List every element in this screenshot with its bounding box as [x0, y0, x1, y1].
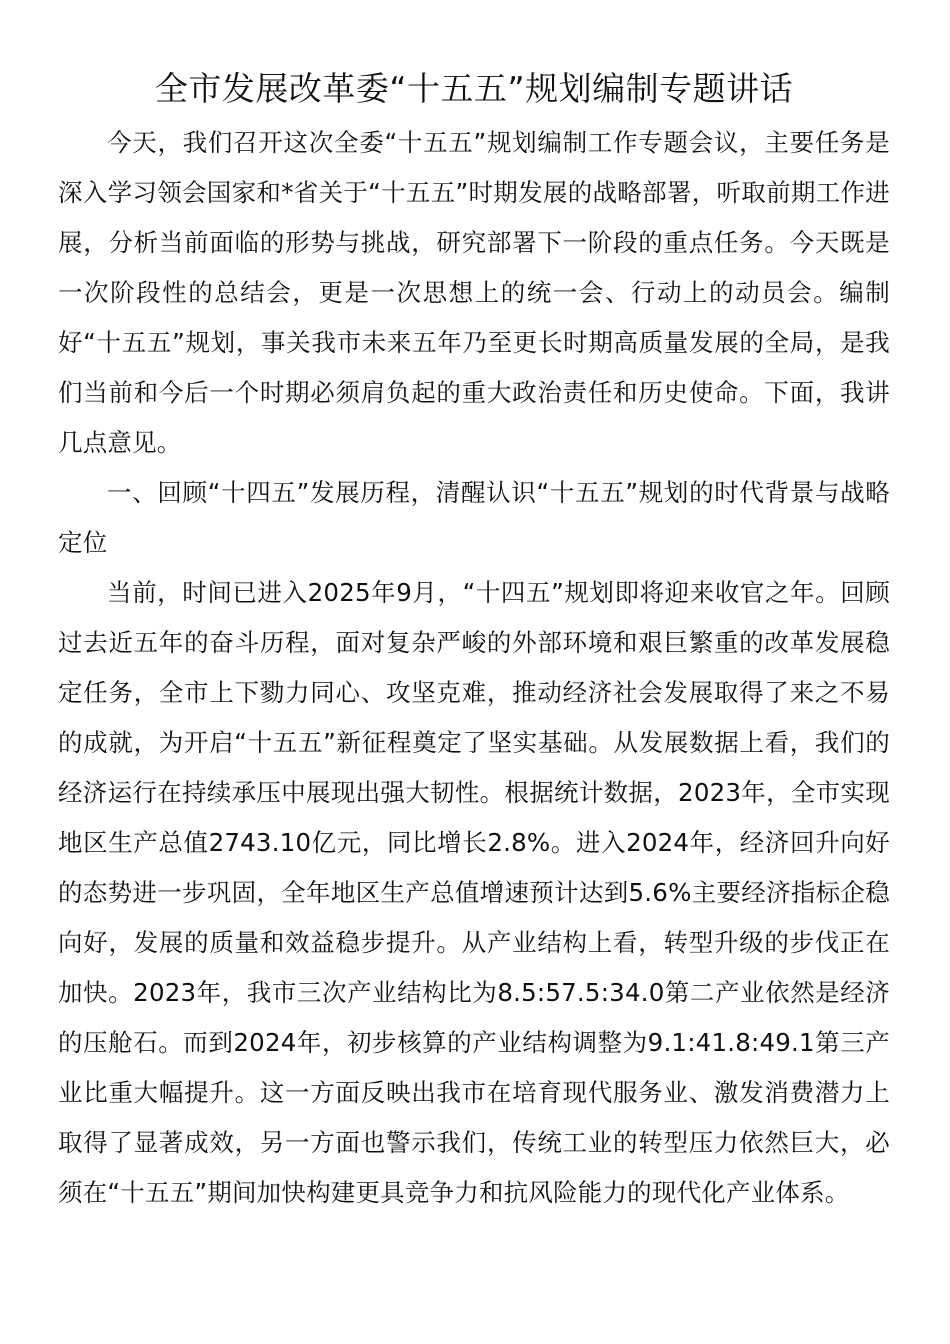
section-1-heading: 一、回顾“十四五”发展历程，清醒认识“十五五”规划的时代背景与战略定位: [58, 478, 890, 557]
document-title: 全市发展改革委“十五五”规划编制专题讲话: [154, 69, 794, 108]
intro-paragraph: 今天，我们召开这次全委“十五五”规划编制工作专题会议，主要任务是深入学习领会国家和*省关于“十五五”时期发展的战略部署，听取前期工作进展，分析当前面临的形势与挑战，研究部署下一阶段的重点任务。今天既是一次阶段性的总结会，更是一次思想上的统一会、行动上的动员会。编制好“十五五”规划，事关我市未来五年乃至更长时期高质量发展的全局，是我们当前和今后一个时期必须肩负起的重大政治责任和历史使命。下面，我讲几点意见。: [58, 128, 890, 457]
document-page: [58, 64, 890, 1218]
section-1-paragraph: 当前，时间已进入2025年9月，“十四五”规划即将迎来收官之年。回顾过去近五年的奋斗历程，面对复杂严峻的外部环境和艰巨繁重的改革发展稳定任务，全市上下勠力同心、攻坚克难，推动经济社会发展取得了来之不易的成就，为开启“十五五”新征程奠定了坚实基础。从发展数据上看，我们的经济运行在持续承压中展现出强大韧性。根据统计数据，2023年，全市实现地区生产总值2743.10亿元，同比增长2.8%。进入2024年，经济回升向好的态势进一步巩固，全年地区生产总值增速预计达到5.6%主要经济指标企稳向好，发展的质量和效益稳步提升。从产业结构上看，转型升级的步伐正在加快。2023年，我市三次产业结构比为8.5:57.5:34.0第二产业依然是经济的压舱石。而到2024年，初步核算的产业结构调整为9.1:41.8:49.1第三产业比重大幅提升。这一方面反映出我市在培育现代服务业、激发消费潜力上取得了显著成效，另一方面也警示我们，传统工业的转型压力依然巨大，必须在“十五五”期间加快构建更具竞争力和抗风险能力的现代化产业体系。: [58, 578, 890, 1207]
